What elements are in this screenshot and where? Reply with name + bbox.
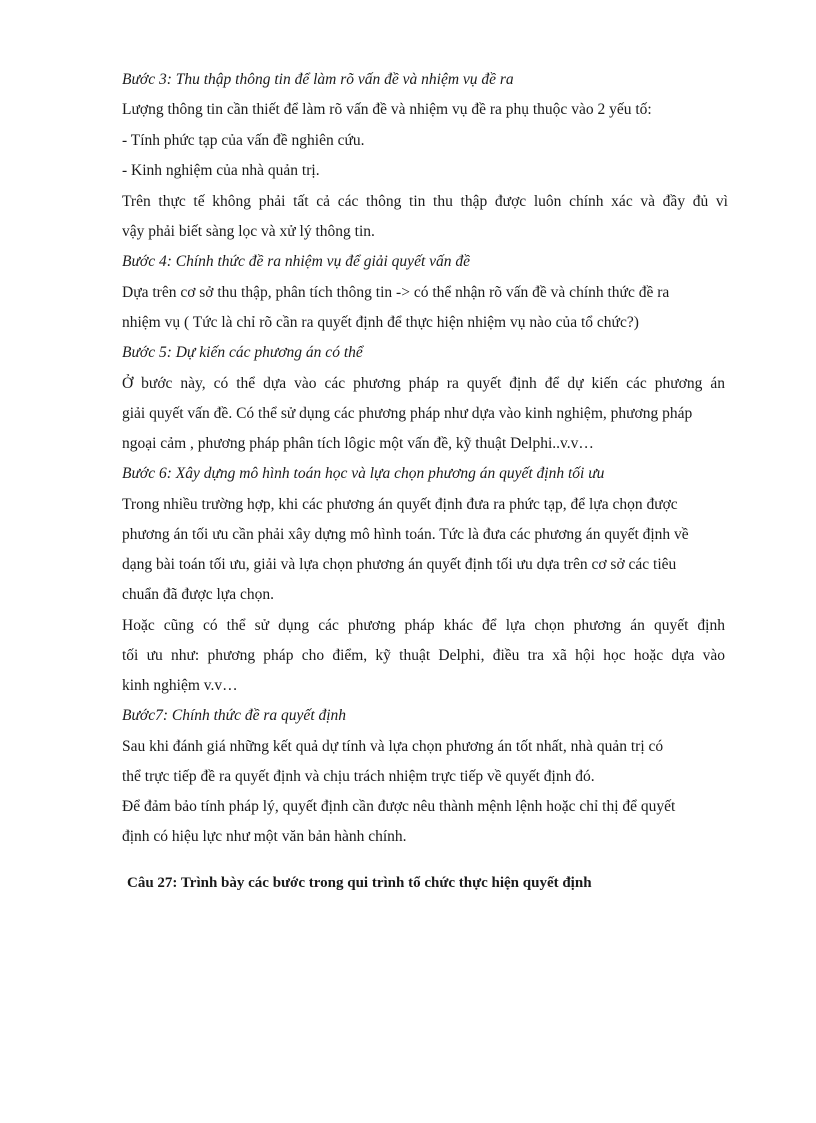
paragraph-line: kinh nghiệm v.v… <box>122 677 238 694</box>
step-7-title: Bước7: Chính thức đề ra quyết định <box>122 707 347 724</box>
paragraph-line: Lượng thông tin cần thiết để làm rõ vấn đề và nhiệm vụ đề ra phụ thuộc vào 2 yếu tố: <box>122 101 652 118</box>
step-5-title: Bước 5: Dự kiến các phương án có thể <box>122 344 363 361</box>
paragraph-line: tối ưu như: phương pháp cho điểm, kỹ thuật Delphi, điều tra xã hội học hoặc dựa vào <box>122 647 725 664</box>
paragraph-line: giải quyết vấn đề. Có thể sử dụng các phương pháp như dựa vào kinh nghiệm, phương pháp <box>122 405 693 422</box>
paragraph-line: ngoại cảm , phương pháp phân tích lôgic một vấn đề, kỹ thuật Delphi..v.v… <box>122 435 594 452</box>
paragraph-line: Dựa trên cơ sở thu thập, phân tích thông tin -> có thể nhận rõ vấn đề và chính thức đề ra <box>122 284 670 301</box>
paragraph-line: Trên thực tế không phải tất cả các thông tin thu thập được luôn chính xác và đầy đủ vì <box>122 193 728 210</box>
step-4-title: Bước 4: Chính thức đề ra nhiệm vụ để giải quyết vấn đề <box>122 253 471 270</box>
paragraph-line: Trong nhiều trường hợp, khi các phương án quyết định đưa ra phức tạp, để lựa chọn được <box>122 496 678 513</box>
step-6-title: Bước 6: Xây dựng mô hình toán học và lựa chọn phương án quyết định tối ưu <box>122 465 605 482</box>
paragraph-line: Sau khi đánh giá những kết quả dự tính và lựa chọn phương án tốt nhất, nhà quản trị có <box>122 738 664 755</box>
step-3-title: Bước 3: Thu thập thông tin để làm rõ vấn đề và nhiệm vụ đề ra <box>122 71 514 88</box>
paragraph-line: phương án tối ưu cần phải xây dựng mô hình toán. Tức là đưa các phương án quyết định về <box>122 526 689 543</box>
bullet-line: - Kinh nghiệm của nhà quản trị. <box>122 162 320 179</box>
paragraph-line: thể trực tiếp đề ra quyết định và chịu trách nhiệm trực tiếp về quyết định đó. <box>122 768 595 785</box>
paragraph-line: vậy phải biết sàng lọc và xử lý thông tin. <box>122 223 375 240</box>
paragraph-line: Để đảm bảo tính pháp lý, quyết định cần được nêu thành mệnh lệnh hoặc chỉ thị để quyết <box>122 798 676 815</box>
paragraph-line: Hoặc cũng có thể sử dụng các phương pháp khác để lựa chọn phương án quyết định <box>122 617 725 634</box>
paragraph-line: dạng bài toán tối ưu, giải và lựa chọn phương án quyết định tối ưu dựa trên cơ sở các tiêu <box>122 556 677 573</box>
paragraph-line: định có hiệu lực như một văn bản hành chính. <box>122 828 407 845</box>
paragraph-line: nhiệm vụ ( Tức là chỉ rõ cần ra quyết định để thực hiện nhiệm vụ nào của tổ chức?) <box>122 314 639 331</box>
bullet-line: - Tính phức tạp của vấn đề nghiên cứu. <box>122 132 365 149</box>
paragraph-line: chuẩn đã được lựa chọn. <box>122 586 274 603</box>
question-heading: Câu 27: Trình bày các bước trong qui trình tổ chức thực hiện quyết định <box>127 875 592 891</box>
paragraph-line: Ở bước này, có thể dựa vào các phương pháp ra quyết định để dự kiến các phương án <box>122 375 725 392</box>
